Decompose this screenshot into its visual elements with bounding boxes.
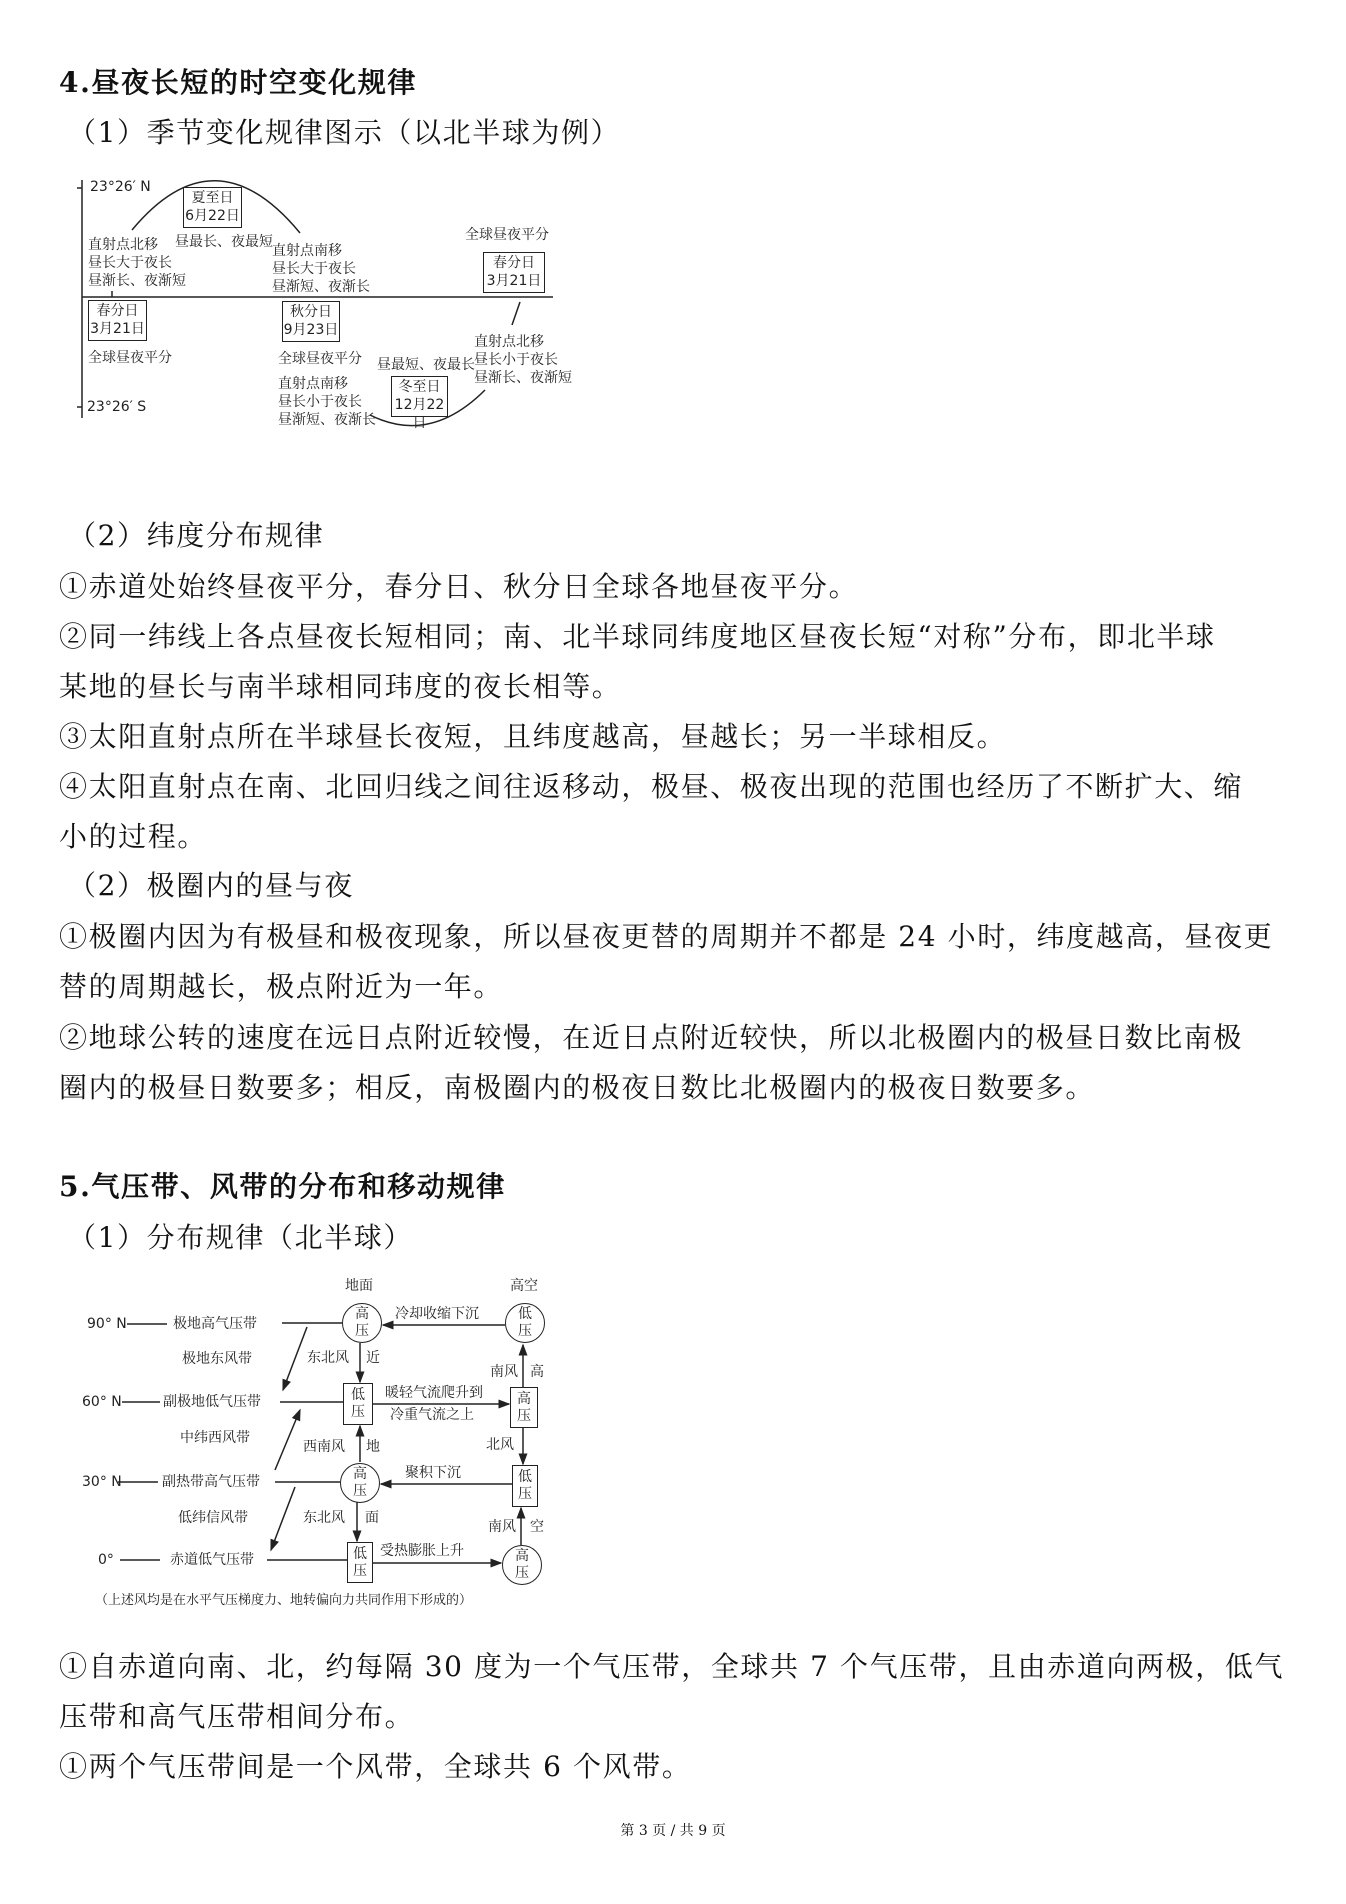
spring-box-right (483, 252, 545, 293)
char: 压 (353, 1483, 367, 1499)
north-move-block-1 (88, 236, 186, 290)
line: 昼长大于夜长 (88, 255, 172, 271)
paragraph-line: 某地的昼长与南半球相同玮度的夜长相等。 (59, 670, 622, 703)
line: 昼长大于夜长 (272, 261, 356, 277)
upper-low-circle-90 (505, 1303, 545, 1343)
lat-60-label: 60° N (82, 1394, 122, 1410)
line: 昼渐短、夜渐长 (272, 279, 370, 295)
section-4-title: 4.昼夜长短的时空变化规律 (59, 66, 418, 99)
south-move-block-1 (272, 242, 370, 296)
char: 低 (351, 1387, 365, 1403)
cool-sink-label: 冷却收缩下沉 (395, 1306, 479, 1322)
paragraph-line: ①极圈内因为有极昼和极夜现象，所以昼夜更替的周期并不都是 24 小时，纬度越高，昼夜更 (59, 920, 1274, 953)
char: 压 (355, 1323, 369, 1339)
ground-header: 地面 (345, 1278, 373, 1294)
upper-char-1: 高 (530, 1364, 544, 1380)
winter-box-date: 12月22日 (394, 397, 445, 431)
polar-east-label: 极地东风带 (182, 1351, 252, 1367)
ground-high-circle-30 (340, 1463, 380, 1503)
paragraph-line: ①两个气压带间是一个风带，全球共 6 个风带。 (59, 1750, 692, 1783)
lat-0-label: 0° (98, 1552, 114, 1568)
autumn-box (282, 301, 340, 342)
heat-rise-label: 受热膨胀上升 (380, 1543, 464, 1559)
line: 昼渐长、夜渐短 (88, 273, 186, 289)
accumulate-sink-label: 聚积下沉 (405, 1465, 461, 1481)
char: 低 (518, 1469, 532, 1485)
char: 低 (353, 1546, 367, 1562)
section-5-title: 5.气压带、风带的分布和移动规律 (59, 1170, 506, 1203)
spring-box-date: 3月21日 (486, 273, 542, 289)
char: 低 (518, 1306, 532, 1322)
s-wind-label-upper: 南风 (490, 1364, 518, 1380)
summer-box-date: 6月22日 (185, 208, 240, 224)
warm-rise-label-2: 冷重气流之上 (390, 1407, 474, 1423)
char: 高 (515, 1548, 529, 1564)
season-diagram (60, 160, 660, 450)
char: 压 (517, 1408, 531, 1424)
winter-note: 昼最短、夜最长 (377, 357, 475, 373)
autumn-box-name: 秋分日 (290, 304, 332, 320)
paragraph-line: ②地球公转的速度在远日点附近较慢，在近日点附近较快，所以北极圈内的极昼日数比南极 (59, 1021, 1244, 1054)
warm-rise-label-1: 暖轻气流爬升到 (385, 1385, 483, 1401)
upper-char-2: 空 (530, 1519, 544, 1535)
ne-wind-label-lower: 东北风 (303, 1510, 345, 1526)
ground-char-1: 地 (366, 1439, 380, 1455)
char: 高 (355, 1306, 369, 1322)
south-move-block-2 (278, 375, 376, 429)
upper-header: 高空 (510, 1278, 538, 1294)
line: 昼渐长、夜渐短 (474, 370, 572, 386)
line: 直射点南移 (278, 376, 348, 392)
summer-solstice-box (183, 187, 242, 228)
line: 直射点北移 (474, 334, 544, 350)
char: 压 (351, 1404, 365, 1420)
winter-box (391, 376, 448, 431)
upper-high-circle-0 (502, 1545, 542, 1585)
line: 昼长小于夜长 (278, 394, 362, 410)
ground-low-box-60 (343, 1383, 373, 1425)
diagram-caption: （上述风均是在水平气压梯度力、地转偏向力共同作用下形成的） (95, 1593, 473, 1608)
char: 压 (353, 1563, 367, 1579)
section-4-sub3: （2）极圈内的昼与夜 (68, 869, 354, 902)
equatorial-low-label: 赤道低气压带 (170, 1552, 254, 1568)
subpolar-low-label: 副极地低气压带 (163, 1394, 261, 1410)
north-move-block-2 (474, 333, 572, 387)
ground-high-circle-90 (342, 1303, 382, 1343)
line: 直射点北移 (88, 237, 158, 253)
westerly-label: 中纬西风带 (180, 1430, 250, 1446)
ground-low-box-0 (347, 1542, 373, 1583)
paragraph-line: ①赤道处始终昼夜平分，春分日、秋分日全球各地昼夜平分。 (59, 570, 859, 603)
spring-box-name: 春分日 (493, 255, 535, 271)
line: 直射点南移 (272, 243, 342, 259)
paragraph-line: 替的周期越长，极点附近为一年。 (59, 970, 504, 1003)
lat-north-label: 23°26′ N (90, 179, 151, 195)
char: 高 (517, 1391, 531, 1407)
summer-box-name: 夏至日 (191, 190, 234, 206)
subtropical-high-label: 副热带高气压带 (162, 1474, 260, 1490)
paragraph-line: ③太阳直射点所在半球昼长夜短，且纬度越高，昼越长；另一半球相反。 (59, 720, 1007, 753)
spring-box-name: 春分日 (96, 303, 139, 319)
upper-low-box-30 (512, 1465, 538, 1507)
upper-high-box-60 (510, 1387, 538, 1428)
page-footer: 第 3 页 / 共 9 页 (620, 1823, 726, 1839)
paragraph-line: ①自赤道向南、北，约每隔 30 度为一个气压带，全球共 7 个气压带，且由赤道向两极，低气 (59, 1650, 1285, 1683)
section-5-sub1: （1）分布规律（北半球） (68, 1221, 414, 1254)
lat-south-label: 23°26′ S (87, 399, 147, 415)
autumn-box-date: 9月23日 (283, 322, 339, 338)
paragraph-line: 压带和高气压带相间分布。 (59, 1700, 415, 1733)
trade-wind-label: 低纬信风带 (178, 1510, 248, 1526)
equal-note-left: 全球昼夜平分 (88, 350, 172, 366)
near-char: 近 (366, 1350, 380, 1366)
paragraph-line: ④太阳直射点在南、北回归线之间往返移动，极昼、极夜出现的范围也经历了不断扩大、缩 (59, 770, 1244, 803)
spring-box-date: 3月21日 (90, 321, 145, 337)
char: 压 (518, 1323, 532, 1339)
equal-note-mid: 全球昼夜平分 (278, 351, 362, 367)
paragraph-line: 圈内的极昼日数要多；相反，南极圈内的极夜日数比北极圈内的极夜日数要多。 (59, 1071, 1096, 1104)
polar-high-label: 极地高气压带 (173, 1316, 257, 1332)
char: 压 (518, 1486, 532, 1502)
s-wind-label-lower: 南风 (488, 1519, 516, 1535)
lat-90-label: 90° N (87, 1316, 127, 1332)
lat-30-label: 30° N (82, 1474, 122, 1490)
line: 昼渐短、夜渐长 (278, 412, 376, 428)
line: 昼长小于夜长 (474, 352, 558, 368)
summer-note: 昼最长、夜最短 (175, 234, 273, 250)
char: 高 (353, 1466, 367, 1482)
section-4-sub2: （2）纬度分布规律 (68, 519, 325, 552)
paragraph-line: ②同一纬线上各点昼夜长短相同；南、北半球同纬度地区昼夜长短“对称”分布，即北半球 (59, 620, 1216, 653)
ground-char-2: 面 (365, 1510, 379, 1526)
pressure-belt-diagram (60, 1270, 620, 1630)
equal-note-right: 全球昼夜平分 (465, 227, 549, 243)
sw-wind-label: 西南风 (303, 1439, 345, 1455)
char: 压 (515, 1565, 529, 1581)
ne-wind-label-upper: 东北风 (307, 1350, 349, 1366)
n-wind-label: 北风 (486, 1437, 514, 1453)
paragraph-line: 小的过程。 (59, 820, 208, 853)
spring-box-left (88, 300, 147, 341)
section-4-sub1: （1）季节变化规律图示（以北半球为例） (68, 116, 621, 149)
winter-box-name: 冬至日 (398, 379, 441, 395)
